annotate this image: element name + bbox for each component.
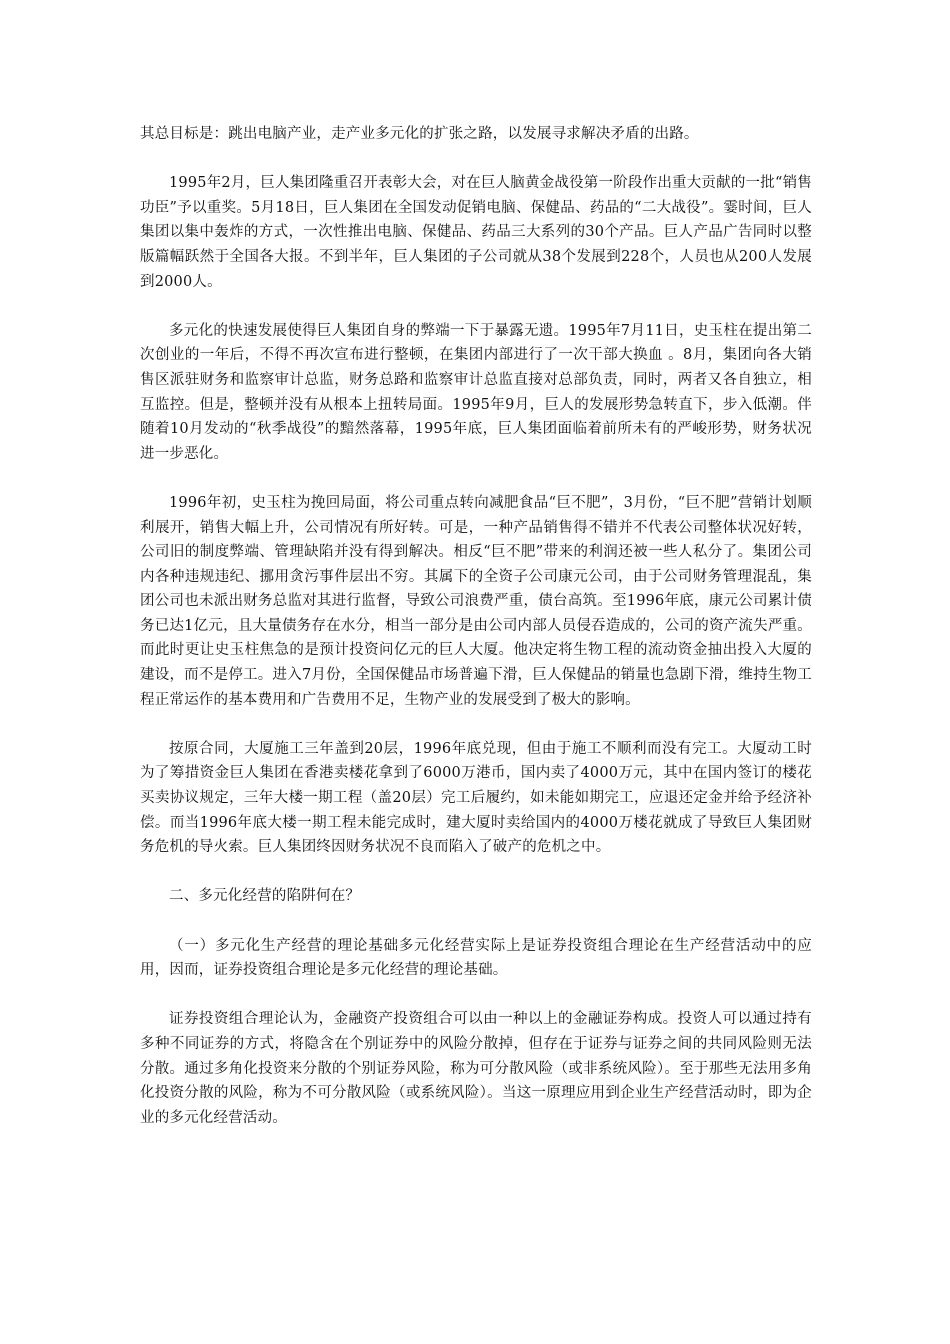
paragraph-8: 证券投资组合理论认为，金融资产投资组合可以由一种以上的金融证券构成。投资人可以通过持有多种不同证券的方式，将隐含在个别证券中的风险分散掉，但存在于证券与证券之间的共同风险则无法分散。通过多角化投资来分散的个别证券风险，称为可分散风险（或非系统风险）。至于那些无法用多角化投资分散的风险，称为不可分散风险（或系统风险）。当这一原理应用到企业生产经营活动时，即为企业的多元化经营活动。 bbox=[140, 1011, 812, 1126]
paragraph-5: 按原合同，大厦施工三年盖到20层，1996年底兑现，但由于施工不顺利而没有完工。大厦动工时为了筹措资金巨人集团在香港卖楼花拿到了6000万港币，国内卖了4000万元，其中在国内签订的楼花买卖协议规定，三年大楼一期工程（盖20层）完工后履约，如未能如期完工，应退还定金并给予经济补偿。而当1996年底大楼一期工程未能完成时，建大厦时卖给国内的4000万楼花就成了导致巨人集团财务危机的导火索。巨人集团终因财务状况不良而陷入了破产的危机之中。 bbox=[140, 740, 812, 856]
paragraph-7: （一）多元化生产经营的理论基础多元化经营实际上是证券投资组合理论在生产经营活动中的应用，因而，证券投资组合理论是多元化经营的理论基础。 bbox=[140, 937, 812, 979]
section-heading: 二、多元化经营的陷阱何在？ bbox=[169, 888, 361, 905]
paragraph-3: 多元化的快速发展使得巨人集团自身的弊端一下于暴露无遗。1995年7月11日，史玉柱在提出第二次创业的一年后，不得不再次宣布进行整顿，在集团内部进行了一次干部大换血 。8月，集团向各大销售区派驻财务和监察审计总监，财务总路和监察审计总监直接对总部负责，同时，两者又各自独立，相互监控。但是，整顿并没有从根本上扭转局面。1995年9月，巨人的发展形势急转直下，步入低潮。伴随着10月发动的“秋季战役”的黯然落幕，1995年底，巨人集团面临着前所未有的严峻形势，财务状况进一步恶化。 bbox=[140, 322, 812, 462]
paragraph-1: 其总目标是：跳出电脑产业，走产业多元化的扩张之路，以发展寻求解决矛盾的出路。 bbox=[140, 126, 699, 142]
paragraph-2: 1995年2月，巨人集团隆重召开表彰大会，对在巨人脑黄金战役第一阶段作出重大贡献的一批“销售功臣”予以重奖。5月18日，巨人集团在全国发动促销电脑、保健品、药品的“二大战役”。霎时间，巨人集团以集中轰炸的方式，一次性推出电脑、保健品、药品三大系列的30个产品。巨人产品广告同时以整版篇幅跃然于全国各大报。不到半年，巨人集团的子公司就从38个发展到228个，人员也从200人发展到2000人。 bbox=[140, 175, 812, 290]
document-page bbox=[140, 122, 812, 1130]
paragraph-4: 1996年初，史玉柱为挽回局面，将公司重点转向减肥食品“巨不肥”，3月份，“巨不肥”营销计划顺利展开，销售大幅上升，公司情况有所好转。可是，一种产品销售得不错并不代表公司整体状况好转，公司旧的制度弊端、管理缺陷并没有得到解决。相反“巨不肥”带来的利润还被一些人私分了。集团公司内各种违规违纪、挪用贪污事件层出不穷。其属下的全资子公司康元公司，由于公司财务管理混乱，集团公司也未派出财务总监对其进行监督，导致公司浪费严重，债台高筑。至1996年底，康元公司累计债务已达1亿元，且大量债务存在水分，相当一部分是由公司内部人员侵吞造成的，公司的资产流失严重。而此时更让史玉柱焦急的是预计投资问亿元的巨人大厦。他决定将生物工程的流动资金抽出投入大厦的建设，而不是停工。进入7月份，全国保健品市场普遍下滑，巨人保健品的销量也急剧下滑，维持生物工程正常运作的基本费用和广告费用不足，生物产业的发展受到了极大的影响。 bbox=[140, 494, 812, 708]
